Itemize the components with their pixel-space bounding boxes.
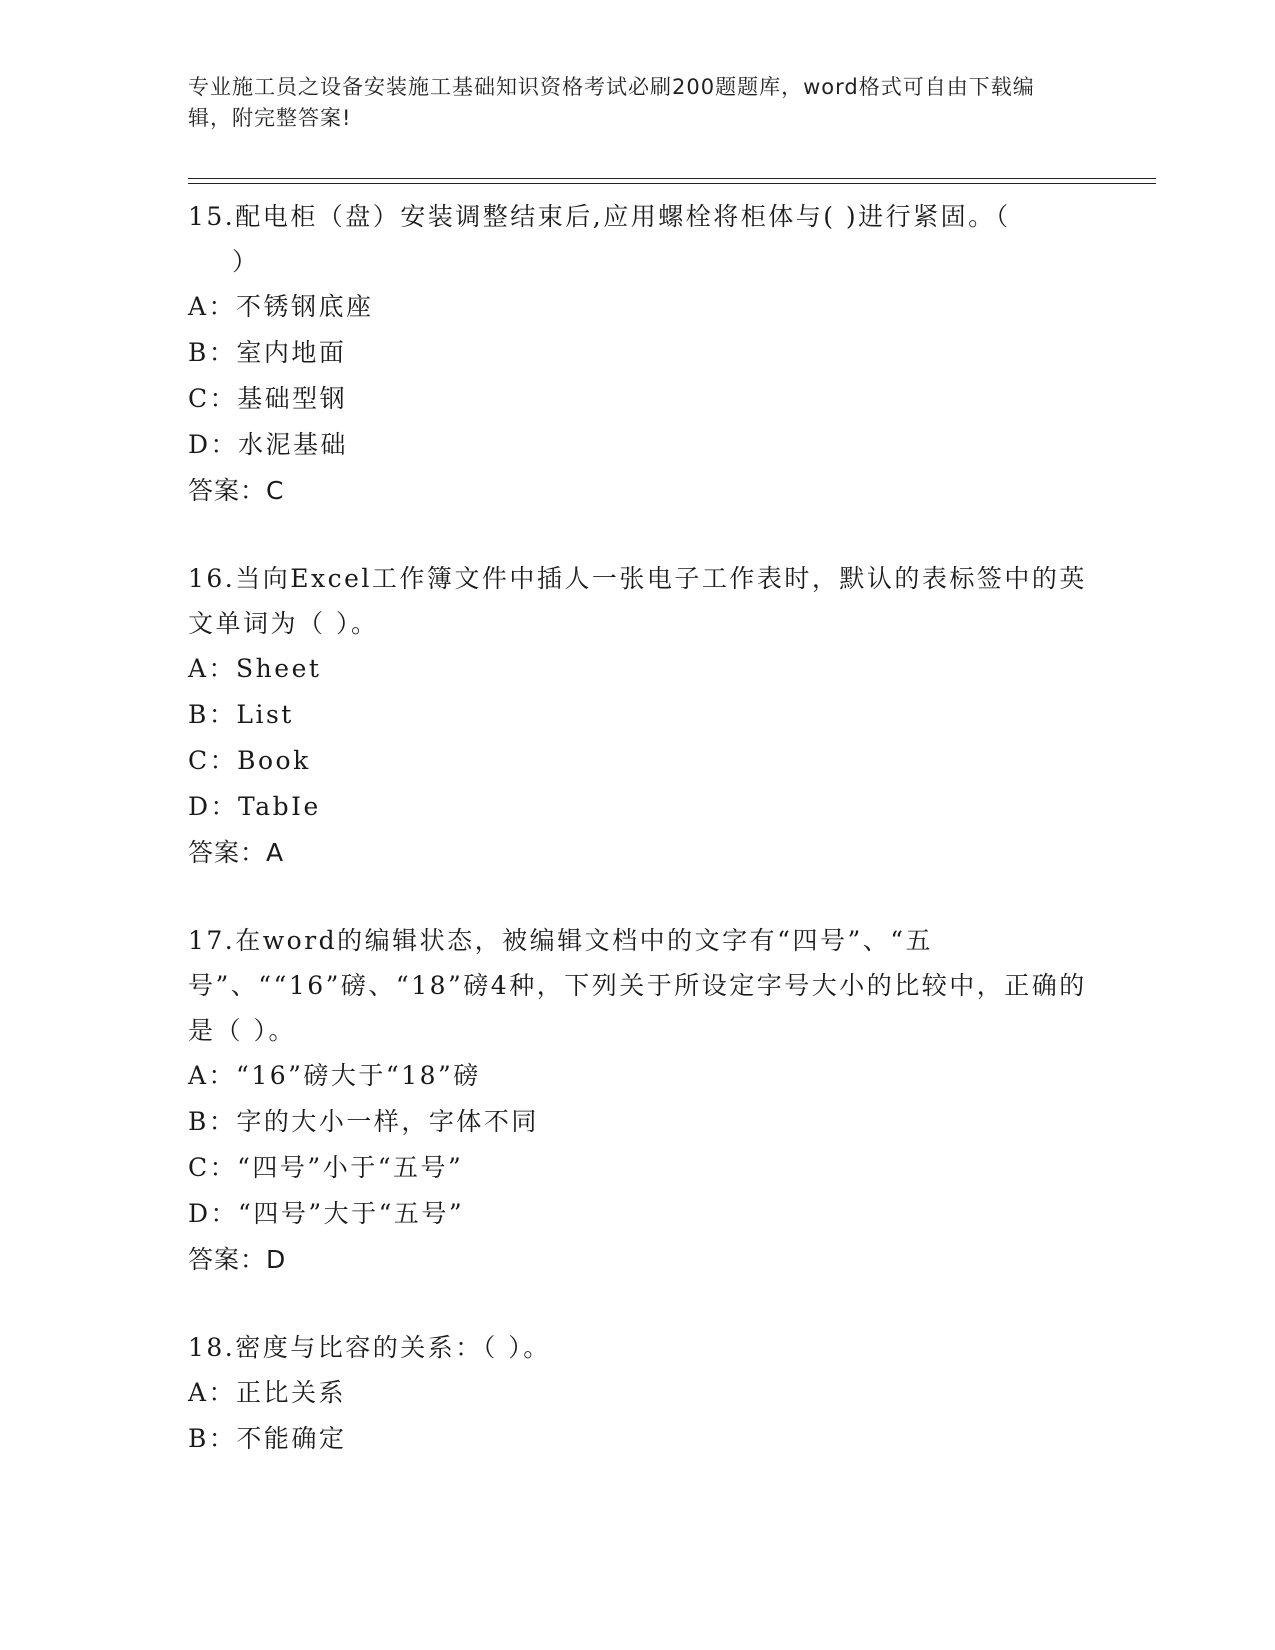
option-b: B：不能确定	[188, 1424, 347, 1453]
option-d: D：“四号”大于“五号”	[188, 1199, 465, 1228]
answer: 答案：C	[188, 476, 285, 505]
question-16	[188, 556, 1088, 876]
document-header: 专业施工员之设备安装施工基础知识资格考试必刷200题题库，word格式可自由下载编辑，附完整答案!	[188, 75, 1035, 130]
question-17	[188, 918, 1088, 1283]
option-a: A：Sheet	[188, 654, 322, 683]
option-c: C：Book	[188, 746, 311, 775]
question-15	[188, 194, 1088, 514]
question-list	[188, 194, 1088, 1504]
option-a: A：正比关系	[188, 1378, 347, 1407]
option-a: A：不锈钢底座	[188, 292, 374, 321]
header-rule-bottom	[188, 183, 1156, 184]
question-stem: 18.密度与比容的关系：（ ）。	[188, 1333, 551, 1362]
question-stem-continuation: ）	[232, 247, 260, 276]
option-b: B：字的大小一样，字体不同	[188, 1107, 539, 1136]
header-rule-top	[188, 178, 1156, 179]
question-stem: 15.配电柜（盘）安装调整结束后,应用螺栓将柜体与( )进行紧固。（	[188, 202, 1011, 231]
answer: 答案：A	[188, 838, 285, 867]
option-b: B：List	[188, 700, 294, 729]
option-d: D：水泥基础	[188, 430, 349, 459]
answer: 答案：D	[188, 1245, 287, 1274]
option-d: D：TabIe	[188, 792, 321, 821]
question-stem: 16.当向Excel工作簿文件中插人一张电子工作表时，默认的表标签中的英文单词为（ ）。	[188, 564, 1087, 638]
question-18	[188, 1325, 1088, 1462]
option-a: A：“16”磅大于“18”磅	[188, 1061, 481, 1090]
option-b: B：室内地面	[188, 338, 347, 367]
option-c: C：基础型钢	[188, 384, 348, 413]
option-c: C：“四号”小于“五号”	[188, 1153, 464, 1182]
question-stem: 17.在word的编辑状态，被编辑文档中的文字有“四号”、“五号”、““16”磅、“18”磅4种，下列关于所设定字号大小的比较中，正确的是（ ）。	[188, 926, 1087, 1045]
